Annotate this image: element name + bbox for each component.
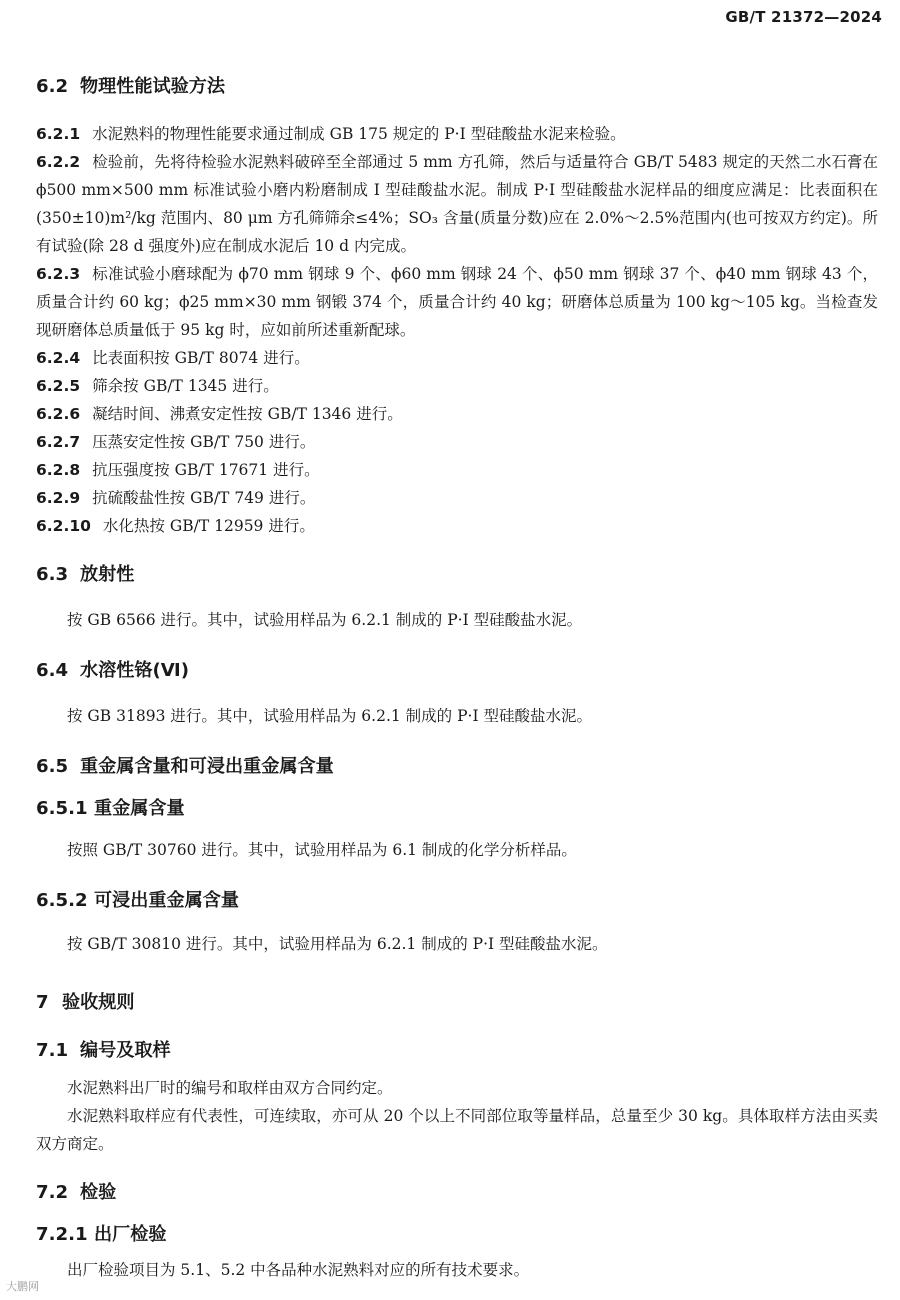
clause-text: 比表面积按 GB/T 8074 进行。 [92, 349, 310, 367]
clause-number: 6.2.4 [36, 349, 81, 367]
section-number: 6.5.2 [36, 890, 88, 911]
clause-number: 6.2.6 [36, 405, 81, 423]
clause-6-2-3 [36, 260, 878, 344]
section-title: 重金属含量 [94, 798, 185, 819]
section-number: 7.2.1 [36, 1224, 88, 1245]
clause-text: 水化热按 GB/T 12959 进行。 [102, 517, 315, 535]
clause-6-2-7 [36, 428, 878, 456]
section-title: 放射性 [80, 564, 135, 585]
chapter-heading-7 [36, 988, 878, 1014]
clause-6-2-4 [36, 344, 878, 372]
section-title: 出厂检验 [94, 1224, 167, 1245]
clause-6-2-1 [36, 120, 878, 148]
section-heading-6-5-2 [36, 886, 878, 912]
section-number: 6.2 [36, 76, 69, 97]
section-title: 物理性能试验方法 [80, 76, 226, 97]
clause-text: 凝结时间、沸煮安定性按 GB/T 1346 进行。 [92, 405, 403, 423]
clause-number: 6.2.5 [36, 377, 81, 395]
clause-6-2-6 [36, 400, 878, 428]
clause-text: 检验前，先将待检验水泥熟料破碎至全部通过 5 mm 方孔筛，然后与适量符合 GB/T 5483 规定的天然二水石膏在 ϕ500 mm×500 mm 标准试验小磨内粉磨制成 I 型硅酸盐水泥。制成 P·I 型硅酸盐水泥样品的细度应满足：比表面积在(350±10)m²/kg 范围内、80 μm 方孔筛筛余≤4%；SO₃ 含量(质量分数)应在 2.0%～2.5%范围内(也可按双方约定)。所有试验(除 28 d 强度外)应在制成水泥后 10 d 内完成。 [36, 153, 878, 255]
section-number: 7.1 [36, 1040, 69, 1061]
section-paragraph: 水泥熟料出厂时的编号和取样由双方合同约定。 [67, 1079, 393, 1097]
section-title: 水溶性铬(Ⅵ) [80, 660, 189, 681]
section-title: 重金属含量和可浸出重金属含量 [80, 756, 334, 777]
section-heading-7-2-1 [36, 1220, 878, 1246]
clause-number: 6.2.2 [36, 153, 81, 171]
clause-text: 水泥熟料的物理性能要求通过制成 GB 175 规定的 P·I 型硅酸盐水泥来检验。 [92, 125, 626, 143]
section-paragraph: 按 GB 31893 进行。其中，试验用样品为 6.2.1 制成的 P·I 型硅酸盐水泥。 [67, 707, 592, 725]
standard-code: GB/T 21372—2024 [725, 8, 882, 26]
section-number: 7.2 [36, 1182, 69, 1203]
clause-number: 6.2.8 [36, 461, 81, 479]
section-title: 检验 [80, 1182, 117, 1203]
clause-text: 标准试验小磨球配为 ϕ70 mm 钢球 9 个、ϕ60 mm 钢球 24 个、ϕ50 mm 钢球 37 个、ϕ40 mm 钢球 43 个，质量合计约 60 kg；ϕ25 mm×30 mm 钢锻 374 个，质量合计约 40 kg；研磨体总质量为 100 kg～105 kg。当检查发现研磨体总质量低于 95 kg 时，应如前所述重新配球。 [36, 265, 878, 339]
section-heading-6-2 [36, 72, 878, 98]
section-heading-7-1 [36, 1036, 878, 1062]
section-paragraph: 出厂检验项目为 5.1、5.2 中各品种水泥熟料对应的所有技术要求。 [67, 1261, 530, 1279]
section-paragraph: 按照 GB/T 30760 进行。其中，试验用样品为 6.1 制成的化学分析样品。 [67, 841, 577, 859]
clause-6-2-8 [36, 456, 878, 484]
section-paragraph: 按 GB 6566 进行。其中，试验用样品为 6.2.1 制成的 P·I 型硅酸盐水泥。 [67, 611, 583, 629]
section-number: 6.5.1 [36, 798, 88, 819]
section-paragraph: 水泥熟料取样应有代表性，可连续取，亦可从 20 个以上不同部位取等量样品，总量至少 30 kg。具体取样方法由买卖双方商定。 [36, 1107, 878, 1153]
watermark: 大鹏网 [6, 1280, 39, 1293]
clause-number: 6.2.1 [36, 125, 81, 143]
section-heading-7-2 [36, 1178, 878, 1204]
section-number: 6.3 [36, 564, 69, 585]
clause-number: 6.2.3 [36, 265, 81, 283]
section-heading-6-4 [36, 656, 878, 682]
chapter-number: 7 [36, 992, 49, 1013]
clause-text: 压蒸安定性按 GB/T 750 进行。 [92, 433, 316, 451]
clause-text: 筛余按 GB/T 1345 进行。 [92, 377, 279, 395]
clause-6-2-5 [36, 372, 878, 400]
document-body [36, 72, 878, 1284]
section-paragraph: 按 GB/T 30810 进行。其中，试验用样品为 6.2.1 制成的 P·I 型硅酸盐水泥。 [67, 935, 608, 953]
clause-number: 6.2.9 [36, 489, 81, 507]
section-title: 可浸出重金属含量 [94, 890, 240, 911]
section-number: 6.4 [36, 660, 69, 681]
clause-6-2-9 [36, 484, 878, 512]
section-heading-6-5-1 [36, 794, 878, 820]
clause-6-2-10 [36, 512, 878, 540]
section-title: 编号及取样 [80, 1040, 171, 1061]
chapter-title: 验收规则 [62, 992, 135, 1013]
clause-number: 6.2.10 [36, 517, 91, 535]
section-heading-6-5 [36, 752, 878, 778]
clause-number: 6.2.7 [36, 433, 81, 451]
clause-text: 抗硫酸盐性按 GB/T 749 进行。 [92, 489, 316, 507]
section-heading-6-3 [36, 560, 878, 586]
clause-text: 抗压强度按 GB/T 17671 进行。 [92, 461, 320, 479]
clause-6-2-2 [36, 148, 878, 260]
section-number: 6.5 [36, 756, 69, 777]
